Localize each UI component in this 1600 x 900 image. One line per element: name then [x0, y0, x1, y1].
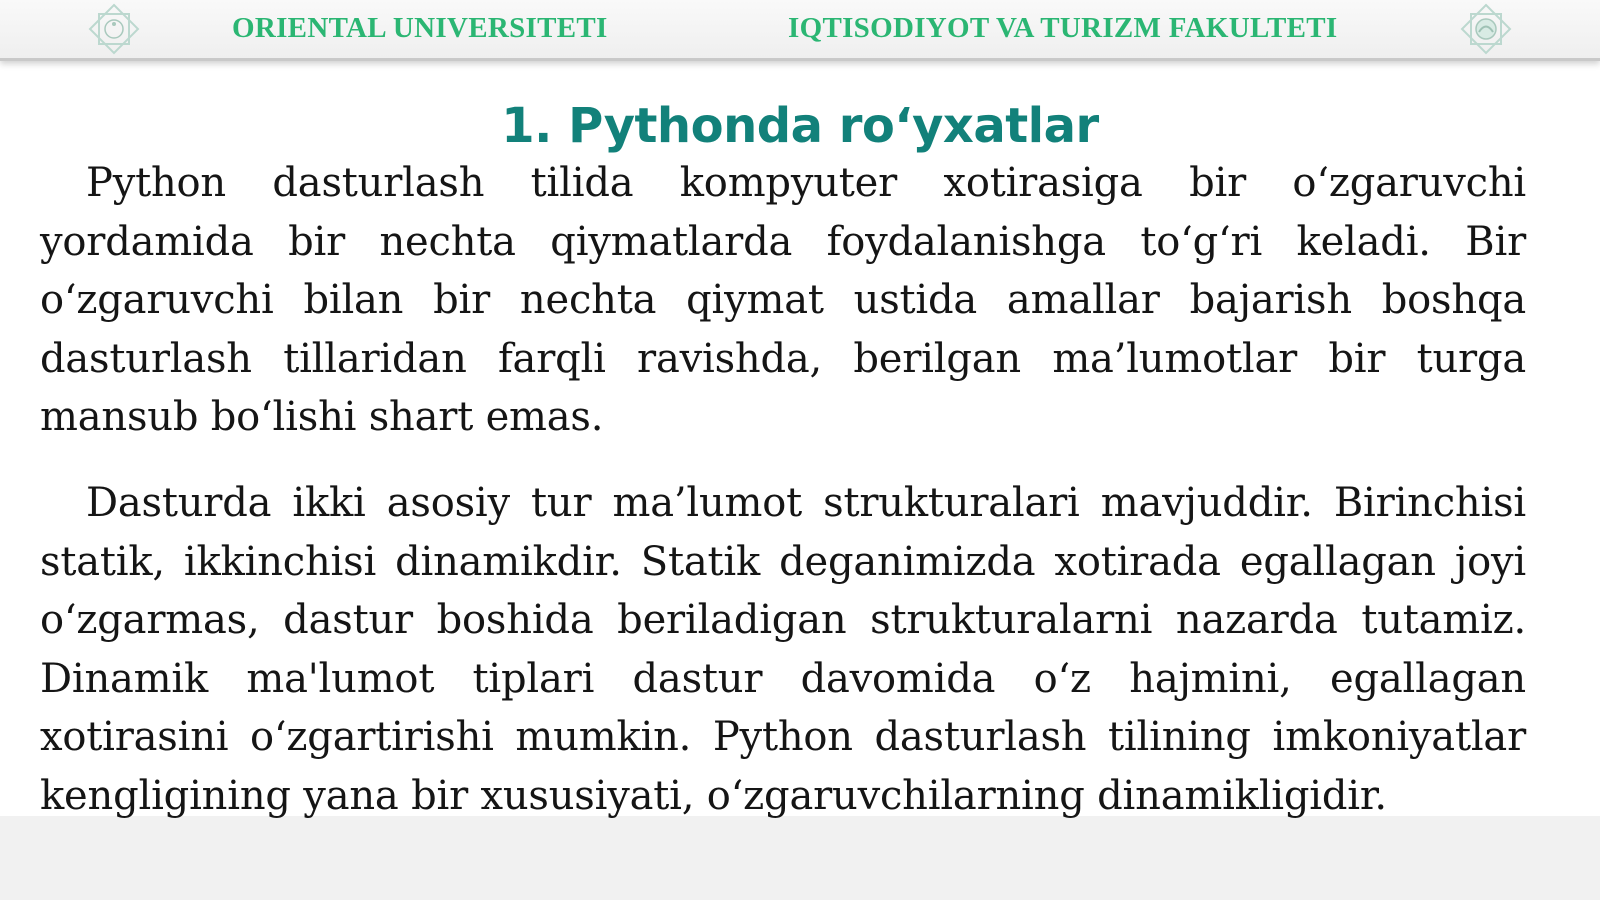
slide-title: 1. Pythonda ro‘yxatlar — [501, 98, 1099, 154]
header-bar — [0, 0, 1600, 61]
university-name: ORIENTAL UNIVERSITETI — [232, 12, 608, 44]
faculty-name: IQTISODIYOT VA TURIZM FAKULTETI — [788, 12, 1338, 44]
university-emblem-icon — [88, 3, 140, 55]
university-emblem-icon — [1460, 3, 1512, 55]
paragraph-1: Python dasturlash tilida kompyuter xotirasiga bir o‘zgaruvchi yordamida bir nechta qiymatlarda foydalanishga to‘g‘ri keladi. Bir o‘zgaruvchi bilan bir nechta qiymat ustida amallar bajarish boshqa dasturlash tillaridan farqli ravishda, berilgan ma’lumotlar bir turga mansub bo‘lishi shart emas. — [40, 160, 1526, 440]
bottom-band — [0, 816, 1600, 900]
paragraph-2: Dasturda ikki asosiy tur ma’lumot strukturalari mavjuddir. Birinchisi statik, ikkinchisi dinamikdir. Statik deganimizda xotirada egallagan joyi o‘zgarmas, dastur boshida beriladigan strukturalarni nazarda tutamiz. Dinamik ma'lumot tiplari dastur davomida o‘z hajmini, egallagan xotirasini o‘zgartirishi mumkin. Python dasturlash tilining imkoniyatlar kengligining yana bir xususiyati, o‘zgaruvchilarning dinamikligidir. — [40, 480, 1526, 819]
